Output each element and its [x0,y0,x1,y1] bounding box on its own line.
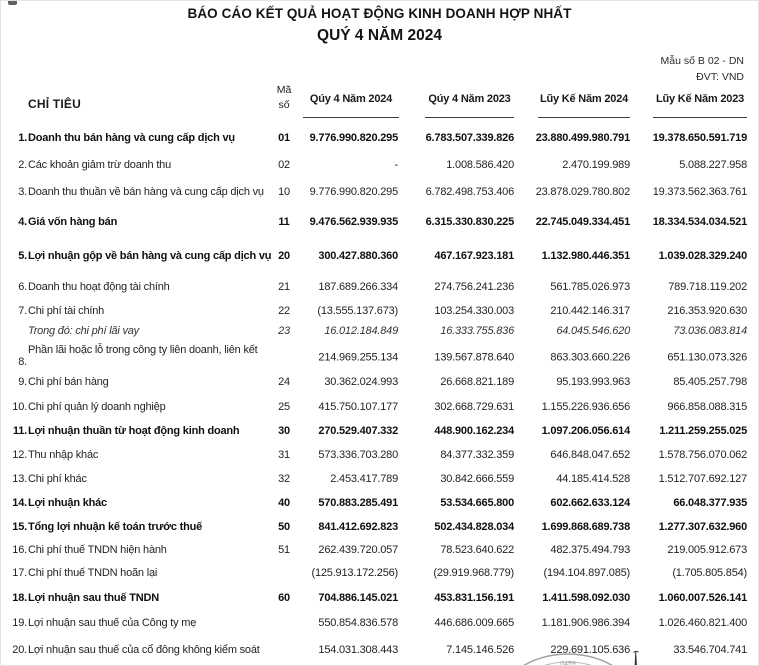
row-number: 9. [18,376,27,388]
row-number: 4. [18,216,27,228]
row-value-ytd-2023: 1.211.259.255.025 [659,425,747,437]
row-value-q4-2024: 570.883.285.491 [318,497,398,509]
row-value-q4-2023: 139.567.878.640 [434,351,514,364]
row-code: 32 [278,473,290,485]
row-value-q4-2024: 415.750.107.177 [318,401,398,413]
row-value-q4-2023: 502.434.828.034 [434,520,514,533]
row-number: 11. [12,425,27,437]
row-code: 21 [278,281,290,293]
row-number: 5. [18,250,27,262]
row-value-ytd-2023: 1.512.707.692.127 [658,473,747,485]
table-row [1,238,759,274]
row-code: 24 [278,376,290,388]
row-value-q4-2023: 103.254.330.003 [434,304,514,317]
row-code: 31 [278,449,290,461]
row-label: Các khoản giảm trừ doanh thu [28,158,172,171]
column-header-q4-2024: Qúy 4 Năm 2024 [303,89,399,118]
table-row [1,300,759,321]
row-value-q4-2024: 550.854.836.578 [318,617,398,629]
table-row [1,369,759,395]
row-number: 7. [18,304,27,317]
column-header-criteria: CHỈ TIÊU [28,97,81,111]
table-row [1,151,759,178]
table-row [1,178,759,206]
row-code: 50 [278,520,290,533]
row-code: 30 [278,425,290,437]
row-value-q4-2023: 78.523.640.622 [440,543,514,556]
row-value-ytd-2024: 229.691.105.636 [550,643,630,656]
svg-text:0459: 0459 [560,661,576,666]
row-value-ytd-2023: 33.546.704.741 [673,643,747,656]
row-code: 11 [278,216,290,228]
row-value-q4-2024: 262.439.720.057 [318,543,398,556]
row-value-q4-2024: 704.886.145.021 [318,591,398,604]
row-value-ytd-2023: 1.277.307.632.960 [658,520,747,533]
table-row [1,610,759,636]
row-value-q4-2023: 1.008.586.420 [446,158,514,171]
row-code: 23 [278,325,290,337]
table-row [1,585,759,610]
row-number: 6. [18,281,27,293]
row-value-ytd-2023: 651.130.073.326 [667,351,747,364]
row-value-q4-2023: 274.756.241.236 [434,281,514,293]
row-label: Chi phí tài chính [28,304,105,317]
row-value-q4-2023: 448.900.162.234 [434,425,514,437]
row-value-q4-2024: 9.776.990.820.295 [309,186,398,198]
row-value-ytd-2024: 1.181.906.986.394 [541,617,630,629]
row-value-ytd-2024: 863.303.660.226 [550,351,630,364]
row-value-ytd-2024: 602.662.633.124 [550,497,630,509]
row-label: Doanh thu hoạt động tài chính [28,281,170,293]
row-value-q4-2024: (125.913.172.256) [311,567,398,579]
row-label: Lợi nhuận khác [28,497,107,509]
row-value-ytd-2023: 19.378.650.591.719 [652,132,747,144]
signature-pen-stroke [629,649,643,666]
row-value-q4-2024: (13.555.137.673) [317,304,398,317]
row-number: 3. [18,186,27,198]
table-row [1,561,759,585]
table-row [1,491,759,515]
row-value-ytd-2024: 22.745.049.334.451 [535,216,630,228]
row-value-ytd-2024: 64.045.546.620 [556,325,630,337]
table-row [1,538,759,561]
row-number: 20. [12,643,27,656]
row-value-ytd-2024: 2.470.199.989 [562,158,630,171]
row-code: 40 [278,497,290,509]
row-value-ytd-2024: 561.785.026.973 [550,281,630,293]
row-label: Chi phí bán hàng [28,376,109,388]
row-value-ytd-2024: 1.155.226.936.656 [541,401,630,413]
row-code: 01 [278,132,290,144]
row-value-q4-2023: 84.377.332.359 [440,449,514,461]
row-value-q4-2024: - [394,158,398,171]
table-row [1,467,759,491]
row-value-ytd-2023: 85.405.257.798 [673,376,747,388]
row-value-ytd-2023: 18.334.534.034.521 [652,216,747,228]
row-value-ytd-2024: 210.442.146.317 [550,304,630,317]
column-header-code [267,83,301,113]
report-period-subtitle: QUÝ 4 NĂM 2024 [317,27,442,44]
row-label: Tổng lợi nhuận kế toán trước thuế [28,520,203,533]
row-value-ytd-2023: 1.578.756.070.062 [658,449,747,461]
column-header-code-line1: Mã [276,84,292,96]
row-value-ytd-2023: 966.858.088.315 [667,401,747,413]
row-code: 22 [278,304,290,317]
table-row [1,125,759,151]
row-value-ytd-2024: 646.848.047.652 [550,449,630,461]
row-number: 15. [12,520,27,533]
row-label: Lợi nhuận thuần từ hoạt động kinh doanh [28,425,240,437]
row-code: 60 [278,591,290,604]
table-row [1,515,759,538]
row-code: 51 [278,543,290,556]
row-label: Lợi nhuận gộp về bán hàng và cung cấp dịch vụ [28,250,272,262]
row-label: Lợi nhuận sau thuế TNDN [28,591,159,604]
column-header-ytd-2024: Lũy Kế Năm 2024 [538,89,630,118]
row-number: 17. [12,567,27,579]
row-value-q4-2024: 270.529.407.332 [318,425,398,437]
row-value-q4-2023: 6.782.498.753.406 [425,186,514,198]
row-value-q4-2024: 841.412.692.823 [318,520,398,533]
row-value-ytd-2024: 1.699.868.689.738 [541,520,630,533]
row-number: 16. [12,543,27,556]
row-code: 25 [278,401,290,413]
row-value-q4-2023: 30.842.666.559 [440,473,514,485]
report-title: BÁO CÁO KẾT QUẢ HOẠT ĐỘNG KINH DOANH HỢP NHẤT [187,6,572,21]
row-label: Chi phí thuế TNDN hiện hành [28,543,167,556]
row-value-ytd-2023: 1.039.028.329.240 [658,250,747,262]
row-number: 13. [12,473,27,485]
row-label: Chi phí thuế TNDN hoãn lại [28,567,158,579]
row-value-q4-2023: 6.783.507.339.826 [425,132,514,144]
row-number: 8. [18,356,27,369]
column-header-q4-2023: Qúy 4 Năm 2023 [425,89,514,118]
row-value-ytd-2024: 23.878.029.780.802 [535,186,630,198]
row-number: 12. [12,449,27,461]
row-value-ytd-2023: 1.026.460.821.400 [658,617,747,629]
table-row [1,395,759,419]
row-value-q4-2023: 7.145.146.526 [446,643,514,656]
row-label: Thu nhập khác [28,449,99,461]
row-code: 02 [278,158,290,171]
row-label: Phần lãi hoặc lỗ trong công ty liên doanh, liên kết [28,344,258,357]
row-value-q4-2023: 446.686.009.665 [434,617,514,629]
row-number: 1. [18,132,27,144]
row-value-ytd-2024: 44.185.414.528 [556,473,630,485]
row-label: Chi phí khác [28,473,87,485]
row-value-ytd-2023: 66.048.377.935 [673,497,747,509]
row-value-ytd-2024: 95.193.993.963 [556,376,630,388]
row-label: Doanh thu bán hàng và cung cấp dịch vụ [28,132,235,144]
row-value-ytd-2023: 5.088.227.958 [679,158,747,171]
row-value-q4-2024: 9.776.990.820.295 [309,132,398,144]
table-row [1,419,759,443]
row-value-ytd-2024: 23.880.499.980.791 [535,132,630,144]
row-value-ytd-2024: 482.375.494.793 [550,543,630,556]
row-value-ytd-2024: 1.132.980.446.351 [541,250,630,262]
row-value-q4-2024: 9.476.562.939.935 [309,216,398,228]
row-value-ytd-2024: (194.104.897.085) [543,567,630,579]
row-number: 19. [12,617,27,629]
row-label: Giá vốn hàng bán [28,216,118,228]
row-value-q4-2024: 573.336.703.280 [318,449,398,461]
table-row [1,341,759,369]
row-label: Lợi nhuận sau thuế của Công ty mẹ [28,617,197,629]
row-value-q4-2024: 154.031.308.443 [318,643,398,656]
form-number: Mẫu số B 02 - DN [660,55,744,67]
row-number: 14. [12,497,27,509]
column-header-code-line2: số [278,99,290,111]
row-value-q4-2024: 187.689.266.334 [318,281,398,293]
row-value-ytd-2023: 789.718.119.202 [668,281,747,293]
table-row [1,636,759,663]
row-value-q4-2024: 30.362.024.993 [324,376,398,388]
row-label: Trong đó: chi phí lãi vay [28,325,139,337]
table-row [1,206,759,238]
row-value-ytd-2023: (1.705.805.854) [672,567,747,579]
row-value-q4-2023: 467.167.923.181 [434,250,514,262]
row-value-q4-2024: 16.012.184.849 [324,325,398,337]
stamp-seal [493,648,643,666]
row-number: 10. [12,401,27,413]
row-value-ytd-2024: 1.097.206.056.614 [541,425,630,437]
table-row [1,443,759,467]
row-value-ytd-2024: 1.411.598.092.030 [542,591,630,604]
row-value-ytd-2023: 219.005.912.673 [667,543,747,556]
row-label: Doanh thu thuần về bán hàng và cung cấp dịch vụ [28,186,264,198]
row-number: 2. [18,158,27,171]
row-value-q4-2023: 16.333.755.836 [440,325,514,337]
row-label: Chi phí quản lý doanh nghiệp [28,401,166,413]
row-value-q4-2024: 214.969.255.134 [318,351,398,364]
row-value-q4-2023: (29.919.968.779) [433,567,514,579]
currency-unit: ĐVT: VND [696,71,744,83]
row-value-q4-2023: 302.668.729.631 [434,401,514,413]
row-value-q4-2024: 2.453.417.789 [330,473,398,485]
row-value-q4-2023: 6.315.330.830.225 [425,216,514,228]
row-value-q4-2023: 53.534.665.800 [440,497,514,509]
row-value-ytd-2023: 73.036.083.814 [673,325,747,337]
row-value-q4-2023: 453.831.156.191 [434,591,514,604]
column-header-ytd-2023: Lũy Kế Năm 2023 [653,89,747,118]
table-row [1,274,759,300]
row-code: 10 [278,186,290,198]
row-value-q4-2024: 300.427.880.360 [318,250,398,262]
row-value-ytd-2023: 1.060.007.526.141 [658,591,747,604]
row-label: Lợi nhuận sau thuế của cổ đông không kiểm soát [28,643,260,656]
row-value-ytd-2023: 19.373.562.363.761 [652,186,747,198]
row-value-ytd-2023: 216.353.920.630 [667,304,747,317]
row-value-q4-2023: 26.668.821.189 [440,376,514,388]
report-table-body [1,125,759,663]
table-row [1,321,759,341]
row-code: 20 [278,250,290,262]
row-number: 18. [12,591,27,604]
scan-artifact-mark [8,1,17,5]
